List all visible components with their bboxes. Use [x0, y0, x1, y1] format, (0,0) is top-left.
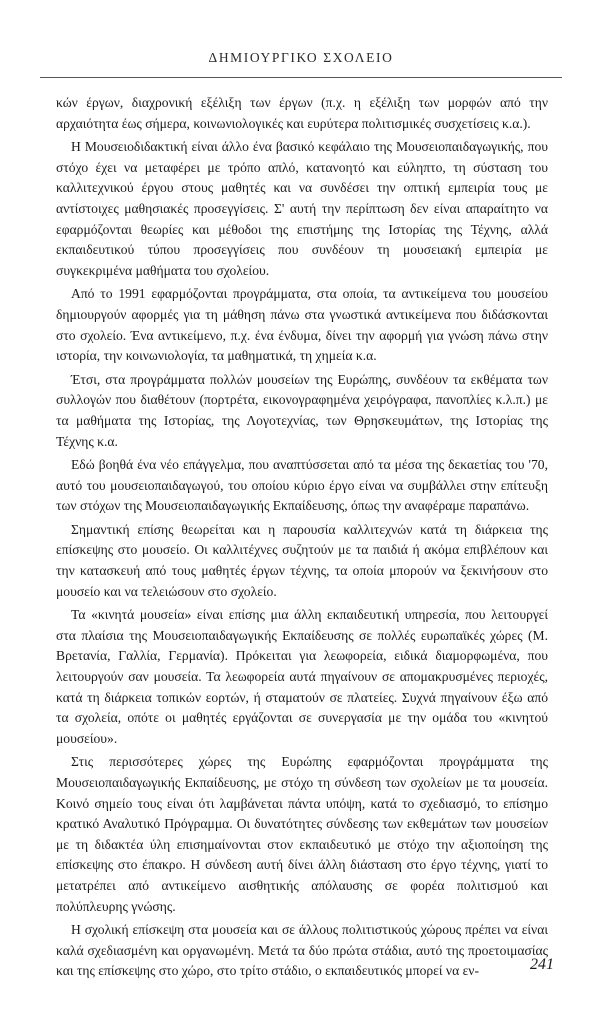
paragraph: Εδώ βοηθά ένα νέο επάγγελμα, που αναπτύσσεται από τα μέσα της δεκαετίας του '70, αυτό του μουσειοπαιδαγωγού, του οποίου κύριο έργο είναι να συμβάλλει στην επίτευξη των στόχων της Μουσειοπαιδαγωγικής Εκπαίδευσης, όπως την αναφέραμε παραπάνω. — [56, 457, 548, 514]
paragraph: Τα «κινητά μουσεία» είναι επίσης μια άλλη εκπαιδευτική υπηρεσία, που λειτουργεί στα πλαίσια της Μουσειοπαιδαγωγικής Εκπαίδευσης σε πολλές ευρωπαϊκές χώρες (Μ. Βρετανία, Γαλλία, Γερμανία). Πρόκειται για λεωφορεία, ειδικά διαμορφωμένα, που λειτουργούν σαν μουσεία. Τα λεωφορεία αυτά πηγαίνουν σε απομακρυσμένες περιοχές, κατά τη διάρκεια τοπικών εορτών, ή σταματούν σε πλατείες. Συχνά πηγαίνουν έξω από τα σχολεία, οπότε οι μαθητές εργάζονται σε συνεργασία με την ομάδα του «κινητού μουσείου». — [56, 607, 548, 746]
paragraph: Από το 1991 εφαρμόζονται προγράμματα, στα οποία, τα αντικείμενα του μουσείου δημιουργούν αφορμές για τη μάθηση πάνω στα γνωστικά αντικείμενα που διδάσκονται στο σχολείο. Ένα αντικείμενο, π.χ. ένα ένδυμα, δίνει την αφορμή για γνώση πάνω στην ιστορία, την κοινωνιολογία, τα μαθηματικά, τη χημεία κ.α. — [56, 286, 548, 364]
paragraph: Στις περισσότερες χώρες της Ευρώπης εφαρμόζονται προγράμματα της Μουσειοπαιδαγωγικής Εκπαίδευσης, με στόχο τη σύνδεση των σχολείων με τα μουσεία. Κοινό σημείο τους είναι ότι λαμβάνεται πάντα υπόψη, κατά το σχεδιασμό, το επίσημο κρατικό Αναλυτικό Πρόγραμμα. Οι δυνατότητες σύνδεσης των εκθεμάτων των μουσείων με τη διδακτέα ύλη επισημαίνονται στον εκπαιδευτικό με στόχο την αξιοποίηση της επίσκεψης στο έπακρο. Η σύνδεση αυτή δίνει άλλη διάσταση στο έργο τέχνης, γιατί το μετατρέπει από αντικείμενο αισθητικής απόλαυσης σε φορέα πολιτισμού και πολύπλευρης γνώσης. — [56, 754, 548, 914]
paragraph: κών έργων, διαχρονική εξέλιξη των έργων (π.χ. η εξέλιξη των μορφών από την αρχαιότητα έως σήμερα, κοινωνιολογικές και ευρύτερα πολιτισμικές συσχετίσεις κ.α.). — [56, 95, 548, 131]
paragraph: Η Μουσειοδιδακτική είναι άλλο ένα βασικό κεφάλαιο της Μουσειοπαιδαγωγικής, που στόχο έχει να μεταφέρει με τρόπο απλό, κατανοητό και εύληπτο, τη σύσταση του καλλιτεχνικού έργου στους μαθητές και να συνδέσει την οπτική εμπειρία τους με αντίστοιχες μαθησιακές προσεγγίσεις. Σ' αυτή την περίπτωση δεν είναι απαραίτητο να εφαρμόζονται θεωρίες και μέθοδοι της επιστήμης της Ιστορίας της Τέχνης, αλλά εκπαιδευτικού τύπου προσεγγίσεις που συνδέουν τη μουσειακή εμπειρία με συγκεκριμένα μαθήματα του σχολείου. — [56, 139, 548, 278]
header-rule — [40, 77, 562, 78]
paragraph: Σημαντική επίσης θεωρείται και η παρουσία καλλιτεχνών κατά τη διάρκεια της επίσκεψης στο μουσείο. Οι καλλιτέχνες συζητούν με τα παιδιά ή ακόμα επιβλέπουν και την κατασκευή από τους μαθητές έργων τέχνης, τα οποία μπορούν να ξεκινήσουν στο μουσείο και να τελειώσουν στο σχολείο. — [56, 521, 548, 599]
page-number: 241 — [530, 956, 554, 973]
body-text — [56, 93, 548, 982]
paragraph: Η σχολική επίσκεψη στα μουσεία και σε άλλους πολιτιστικούς χώρους πρέπει να είναι καλά σχεδιασμένη και οργανωμένη. Μετά τα δύο πρώτα στάδια, αυτό της προετοιμασίας και της επίσκεψης στο χώρο, στο τρίτο στάδιο, ο εκπαιδευτικός μπορεί να εν- — [56, 922, 548, 979]
paragraph: Έτσι, στα προγράμματα πολλών μουσείων της Ευρώπης, συνδέουν τα εκθέματα των συλλογών που διαθέτουν (πορτρέτα, εικονογραφημένα χειρόγραφα, πανοπλίες κ.λ.π.) με τα μαθήματα της Ιστορίας, της Λογοτεχνίας, των Θρησκευμάτων, της Ιστορίας της Τέχνης κ.α. — [56, 371, 548, 449]
running-header: ΔΗΜΙΟΥΡΓΙΚΟ ΣΧΟΛΕΙΟ — [208, 50, 394, 65]
